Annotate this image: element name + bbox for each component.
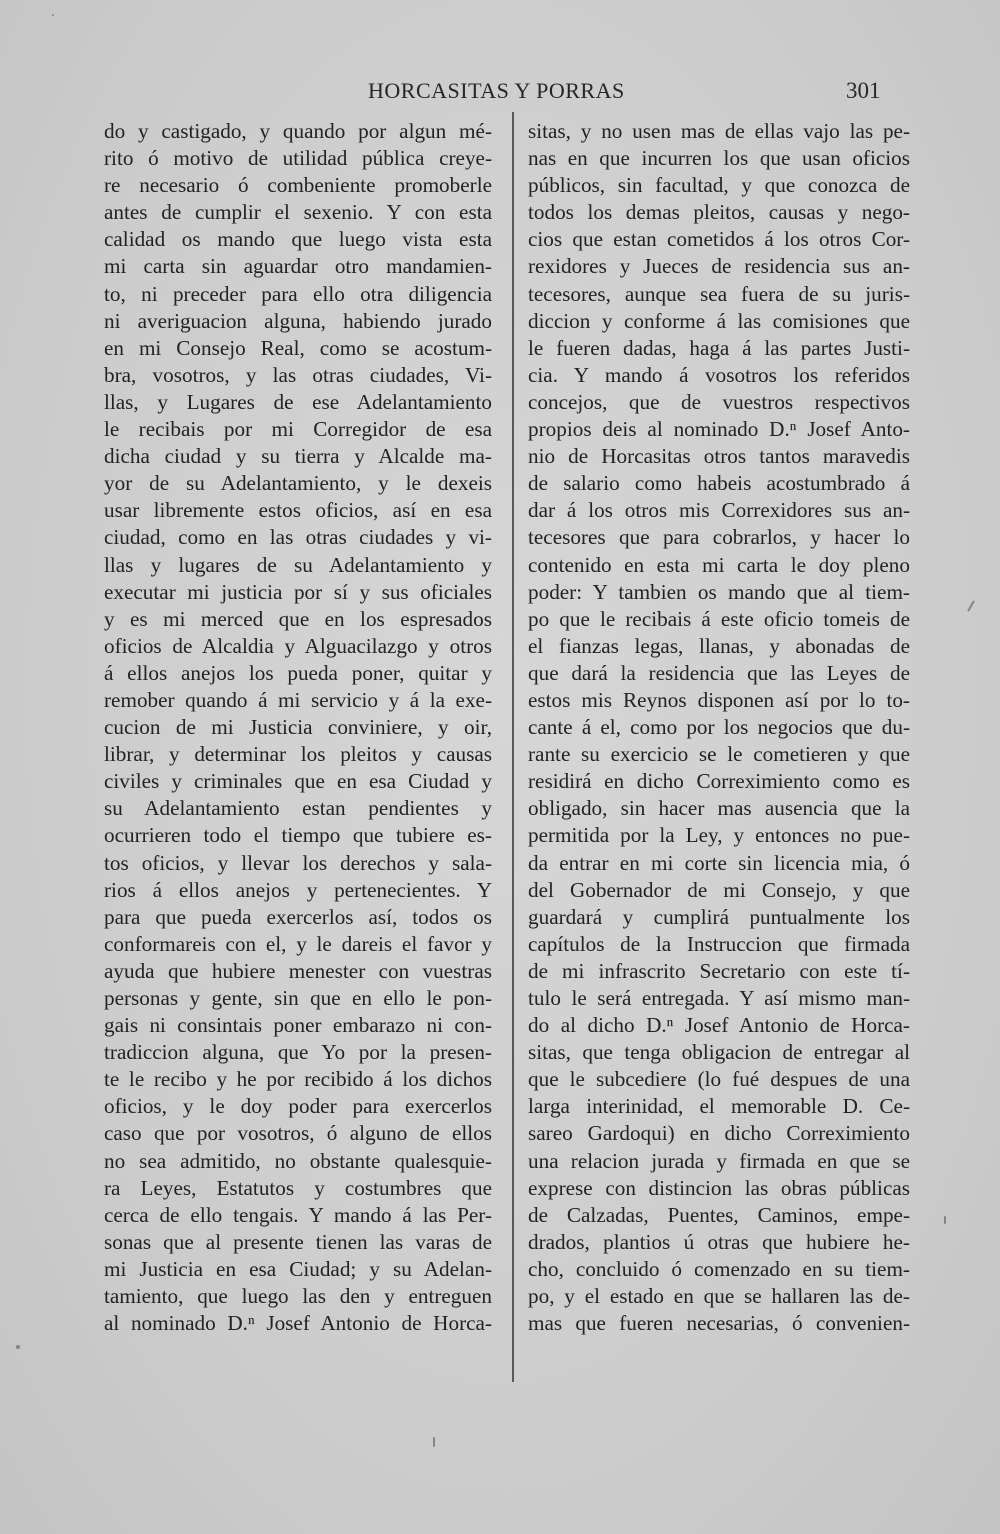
running-title: HORCASITAS Y PORRAS — [368, 78, 625, 103]
text-line: to, ni preceder para ello otra diligencia — [104, 281, 492, 306]
text-line: do al dicho D.ⁿ Josef Antonio de Horca- — [528, 1013, 910, 1038]
text-line: concejos, que de vuestros respectivos — [528, 389, 910, 414]
text-line: te le recibo y he por recibido á los dichos — [104, 1067, 492, 1092]
text-line: mi carta sin aguardar otro mandamien- — [104, 254, 492, 279]
text-line: personas y gente, sin que en ello le pon- — [104, 986, 492, 1010]
text-line: capítulos de la Instruccion que firmada — [528, 931, 910, 956]
text-line: de mi infrascrito Secretario con este tí- — [528, 958, 910, 983]
text-line: poder: Y tambien os mando que al tiem- — [528, 579, 910, 604]
text-line: estos mis Reynos disponen así por lo to- — [528, 687, 910, 712]
paper-speck — [944, 1216, 946, 1224]
text-line: rios á ellos anejos y pertenecientes. Y — [104, 877, 492, 902]
text-line: que le subcediere (lo fué despues de una — [528, 1067, 910, 1092]
text-line: y es mi merced que en los espresados — [104, 606, 492, 631]
text-line: mas que fueren necesarias, ó convenien- — [528, 1311, 910, 1336]
text-line: drados, plantios ú otras que hubiere he- — [528, 1229, 910, 1254]
text-line: le recibais por mi Corregidor de esa — [104, 417, 492, 442]
text-line: exprese con distincion las obras públicas — [528, 1175, 910, 1200]
text-line: civiles y criminales que en esa Ciudad y — [104, 769, 492, 794]
text-line: guardará y cumplirá puntualmente los — [528, 904, 910, 929]
text-line: sitas, que tenga obligacion de entregar al — [528, 1040, 910, 1065]
paper-speck — [967, 600, 975, 611]
text-line: yor de su Adelantamiento, y le dexeis — [104, 471, 492, 496]
text-line: á ellos anejos los pueda poner, quitar y — [104, 660, 492, 685]
text-line: para que pueda exercerlos así, todos os — [104, 904, 492, 929]
text-line: ni averiguacion alguna, habiendo jurado — [104, 308, 492, 333]
text-line: usar libremente estos oficios, así en esa — [104, 498, 492, 523]
text-line: permitida por la Ley, y entonces no pue- — [528, 823, 910, 848]
paper-speck — [433, 1437, 435, 1447]
text-line: antes de cumplir el sexenio. Y con esta — [104, 200, 492, 225]
text-line: cante á el, como por los negocios que du- — [528, 715, 910, 740]
text-line: de Calzadas, Puentes, Caminos, empe- — [528, 1202, 910, 1227]
text-line: tulo le será entregada. Y así mismo man- — [528, 986, 910, 1010]
text-line: tecesores, aunque sea fuera de su juris- — [528, 281, 910, 306]
column-divider — [512, 112, 514, 1382]
text-line: mi Justicia en esa Ciudad; y su Adelan- — [104, 1256, 492, 1281]
text-line: oficios, y le doy poder para exercerlos — [104, 1094, 492, 1119]
paper-speck — [16, 1345, 20, 1349]
text-line: llas y lugares de su Adelantamiento y — [104, 552, 492, 577]
paper-speck — [52, 14, 54, 16]
text-line: le fueren dadas, haga á las partes Justi- — [528, 335, 910, 360]
text-line: rante su exercicio se le cometieren y que — [528, 742, 910, 767]
text-line: remober quando á mi servicio y á la exe- — [104, 687, 492, 712]
text-line: cios que estan cometidos á los otros Cor- — [528, 227, 910, 252]
text-line: cerca de ello tengais. Y mando á las Per- — [104, 1202, 492, 1227]
text-line: da entrar en mi corte sin licencia mia, ó — [528, 850, 910, 875]
text-line: sonas que al presente tienen las varas de — [104, 1229, 492, 1254]
text-line: públicos, sin facultad, y que conozca de — [528, 173, 910, 198]
text-line: gais ni consintais poner embarazo ni con- — [104, 1013, 492, 1038]
text-line: calidad os mando que luego vista esta — [104, 227, 492, 252]
text-line: del Gobernador de mi Consejo, y que — [528, 877, 910, 902]
text-line: larga interinidad, el memorable D. Ce- — [528, 1094, 910, 1119]
text-line: que dará la residencia que las Leyes de — [528, 660, 910, 685]
text-line: residirá en dicho Correximiento como es — [528, 769, 910, 794]
text-line: librar, y determinar los pleitos y causas — [104, 742, 492, 767]
right-column — [528, 118, 910, 1337]
text-line: executar mi justicia por sí y sus oficiales — [104, 579, 492, 604]
text-line: do y castigado, y quando por algun mé- — [104, 119, 492, 143]
text-line: rexidores y Jueces de residencia sus an- — [528, 254, 910, 279]
text-line: dar á los otros mis Correxidores sus an- — [528, 498, 910, 523]
text-line: ciudad, como en las otras ciudades y vi- — [104, 525, 492, 550]
text-line: nas en que incurren los que usan oficios — [528, 146, 910, 171]
text-line: en mi Consejo Real, como se acostum- — [104, 335, 492, 360]
text-line: tradiccion alguna, que Yo por la presen- — [104, 1040, 492, 1065]
text-line: cucion de mi Justicia conviniere, y oir, — [104, 715, 492, 740]
text-line: llas, y Lugares de ese Adelantamiento — [104, 389, 492, 414]
text-line: tecesores que para cobrarlos, y hacer lo — [528, 525, 910, 550]
text-line: su Adelantamiento estan pendientes y — [104, 796, 492, 821]
text-line: no sea admitido, no obstante qualesquie- — [104, 1148, 492, 1173]
text-line: de salario como habeis acostumbrado á — [528, 471, 910, 496]
text-line: al nominado D.ⁿ Josef Antonio de Horca- — [104, 1311, 492, 1336]
page-number: 301 — [846, 78, 881, 103]
text-line: conformareis con el, y le dareis el favor y — [104, 931, 492, 956]
text-line: propios deis al nominado D.ⁿ Josef Anto- — [528, 417, 910, 442]
text-line: cia. Y mando á vosotros los referidos — [528, 362, 910, 387]
text-line: tamiento, que luego las den y entreguen — [104, 1284, 492, 1309]
text-line: diccion y conforme á las comisiones que — [528, 308, 910, 333]
text-line: contenido en esta mi carta le doy pleno — [528, 552, 910, 577]
text-line: po que le recibais á este oficio tomeis de — [528, 606, 910, 631]
text-line: oficios de Alcaldia y Alguacilazgo y otros — [104, 633, 492, 658]
text-line: po, y el estado en que se hallaren las de- — [528, 1284, 910, 1309]
text-line: dicha ciudad y su tierra y Alcalde ma- — [104, 444, 492, 469]
text-line: nio de Horcasitas otros tantos maravedis — [528, 444, 910, 469]
text-line: tos oficios, y llevar los derechos y sala- — [104, 850, 492, 875]
text-line: bra, vosotros, y las otras ciudades, Vi- — [104, 362, 492, 387]
text-line: caso que por vosotros, ó alguno de ellos — [104, 1121, 492, 1146]
text-line: ra Leyes, Estatutos y costumbres que — [104, 1175, 492, 1200]
text-line: obligado, sin hacer mas ausencia que la — [528, 796, 910, 821]
text-line: una relacion jurada y firmada en que se — [528, 1148, 910, 1173]
text-line: rito ó motivo de utilidad pública creye- — [104, 146, 492, 171]
text-line: ocurrieren todo el tiempo que tubiere es- — [104, 823, 492, 848]
text-line: ayuda que hubiere menester con vuestras — [104, 958, 492, 983]
left-column — [104, 118, 492, 1337]
text-line: sareo Gardoqui) en dicho Correximiento — [528, 1121, 910, 1146]
text-line: el fianzas legas, llanas, y abonadas de — [528, 633, 910, 658]
running-header — [0, 78, 1000, 112]
text-line: todos los demas pleitos, causas y nego- — [528, 200, 910, 225]
text-line: sitas, y no usen mas de ellas vajo las pe- — [528, 119, 910, 143]
text-line: re necesario ó combeniente promoberle — [104, 173, 492, 198]
text-line: cho, concluido ó comenzado en su tiem- — [528, 1256, 910, 1281]
